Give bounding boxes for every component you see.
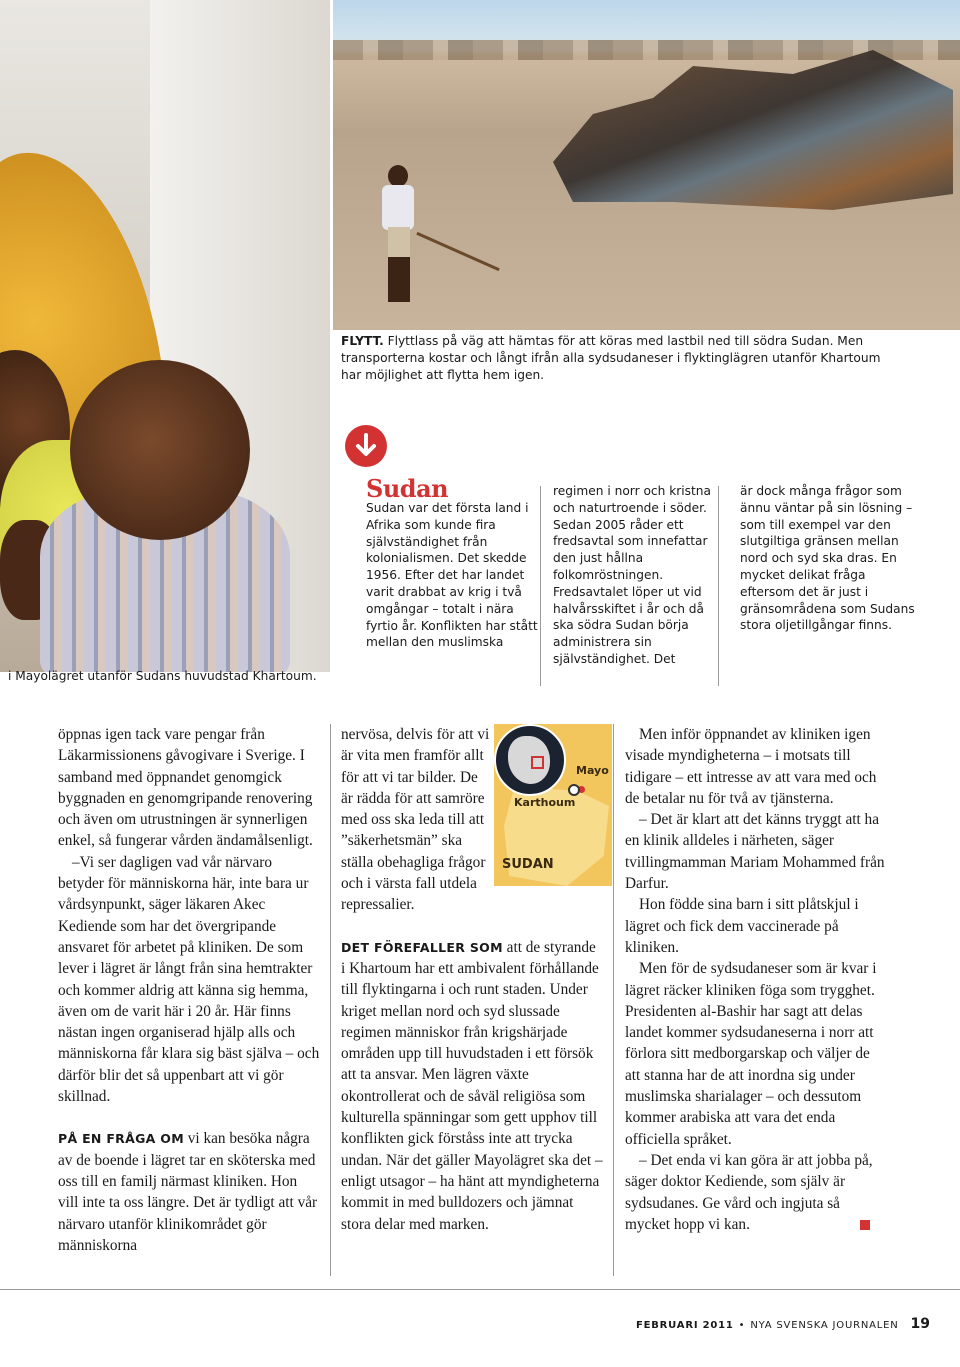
page-number: 19	[910, 1316, 931, 1332]
paragraph: Men för de sydsudaneser som är kvar i lägret räcker kliniken föga som trygghet. Presidenten al-Bashir har sagt att delas landet kommer sydsudaneserna i norr att förlora sitt medborgarskap och väljer de att stanna har de att inordna sig under muslimska sharialager – och dessutom kommer arabiska att vara det enda officiella språket.	[625, 960, 877, 1148]
column-divider	[613, 724, 614, 1276]
caption-text: Flyttlass på väg att hämtas för att köras med lastbil ned till södra Sudan. Men transporterna kostar och långt ifrån alla sydsudaneser i flyktinglägren utanför Khartoum har möjlighet att flytta hem igen.	[341, 334, 881, 382]
footer-magazine: NYA SVENSKA JOURNALEN	[750, 1320, 899, 1331]
paragraph-text: att de styrande i Khartoum har ett ambivalent förhållande till flyktingarna i och runt staden. Under kriget mellan nord och syd slussade regimen människor från krigshärjade områden upp till huvudstaden i ett försök att ta ansvar. Men lägren växte okontrollerat och de såväl religiösa som kulturella spänningar som gett upphov till konflikten gick förståss inte att trycka undan. När det gäller Mayolägret ska det – enligt utsagor – ha hänt att myndigheterna kommit in med bulldozers och jämnat stora delar med marken.	[341, 938, 603, 1233]
paragraph: – Det är klart att det känns tryggt att ha en klinik alldeles i närheten, säger tvillingmamman Mariam Mohammed från Darfur.	[625, 811, 885, 893]
map-label-mayo: Mayo	[576, 764, 609, 777]
map-marker-karthoum	[568, 784, 580, 796]
column-divider	[718, 486, 719, 686]
footer-issue: FEBRUARI 2011	[636, 1320, 734, 1331]
column-divider	[330, 724, 331, 1276]
end-mark-icon	[860, 1220, 870, 1230]
factbox-column-3: är dock många frågor som ännu väntar på sin lösning – som till exempel var den slutgiltiga gränsen mellan nord och syd ska dras. En mycket delikat fråga eftersom det är just i gränsområdena som Sudans stora oljetillgångar finns.	[740, 484, 915, 633]
map-sudan	[494, 724, 612, 886]
down-arrow-icon	[345, 425, 387, 467]
photo-mother-and-child	[0, 0, 330, 672]
article-column-3	[625, 724, 887, 1235]
paragraph-text: vi kan besöka några av de boende i lägret tar en sköterska med oss till en familj närmast kliniken. Hon vill inte ta oss längre. Det är tydligt att vår närvaro utanför klinikområdet gör människorna	[58, 1130, 318, 1254]
paragraph: –Vi ser dagligen vad vår närvaro betyder för människorna här, inte bara ur vårdsynpunkt, säger läkaren Akec Kediende som har det övergripande ansvaret för arbetet på kliniken. De som lever i lägret är långt från sina hemtrakter och kommer aldrig att känna sig hemma, även om de varit här i 20 år. Här finns nästan ingen organiserad hjälp alls och människorna får klara sig bäst själva – och därför blir det så uppenbart att vi gör skillnad.	[58, 853, 320, 1106]
paragraph	[625, 1150, 887, 1235]
factbox-column-2: regimen i norr och kristna och naturtroende i söder. Sedan 2005 råder ett fredsavtal som innefattar den just hållna folkomröstningen. Fredsavtalet löper ut vid halvårsskiftet i år och då ska södra Sudan börja administrera sin självständighet. Det	[553, 484, 711, 666]
caption-lead: FLYTT.	[341, 334, 384, 348]
paragraph: Hon födde sina barn i sitt plåtskjul i lägret och fick dem vaccinerade på kliniken.	[625, 896, 859, 956]
factbox-column-1: Sudan var det första land i Afrika som kunde fira självständighet från kolonialismen. Det skedde 1956. Efter det har landet varit drabbat av krig i två omgångar – totalt i nära fyrtio år. Konflikten har stått mellan den muslimska	[366, 501, 538, 650]
paragraph: öppnas igen tack vare pengar från Läkarmissionens gåvogivare i Sverige. I samband med öppnandet genomgick byggnaden en genomgripande renovering och även om utrustningen är synnerligen enkel, så fungerar vården ändamålsenligt.	[58, 726, 313, 850]
footer-separator: •	[738, 1320, 746, 1331]
map-label-sudan: SUDAN	[502, 857, 554, 872]
factbox-title: Sudan	[366, 474, 449, 503]
article-column-1	[58, 724, 320, 1256]
map-label-karthoum: Karthoum	[514, 796, 576, 809]
paragraph-lead: DET FÖREFALLER SOM	[341, 939, 503, 955]
photo-caption-left: i Mayolägret utanför Sudans huvudstad Khartoum.	[8, 669, 317, 683]
globe-icon	[494, 724, 566, 796]
paragraph: nervösa, delvis för att vi är vita men framför allt för att vi tar bilder. De är rädda för att samröre med oss ska leda till att ”säkerhetsmän” ska ställa obehagliga frågor och i värsta fall utdela repressalier.	[341, 726, 490, 914]
paragraph-text: – Det enda vi kan göra är att jobba på, säger doktor Kediende, som själv är sydsudanes. Ge vård och ingjuta så mycket hopp vi kan.	[625, 1151, 873, 1233]
paragraph: Men inför öppnandet av kliniken igen visade myndigheterna – i motsats till tidigare – ett intresse av att vara med och de betalar nu för två av tjänsterna.	[625, 726, 877, 807]
paragraph-lead: PÅ EN FRÅGA OM	[58, 1131, 184, 1147]
photo-caption-top	[341, 333, 881, 384]
paragraph	[341, 937, 603, 1235]
footer-divider	[0, 1289, 960, 1290]
page-footer	[636, 1316, 930, 1332]
column-divider	[540, 486, 541, 686]
photo-furniture-loads	[333, 0, 960, 330]
paragraph	[58, 1128, 320, 1256]
